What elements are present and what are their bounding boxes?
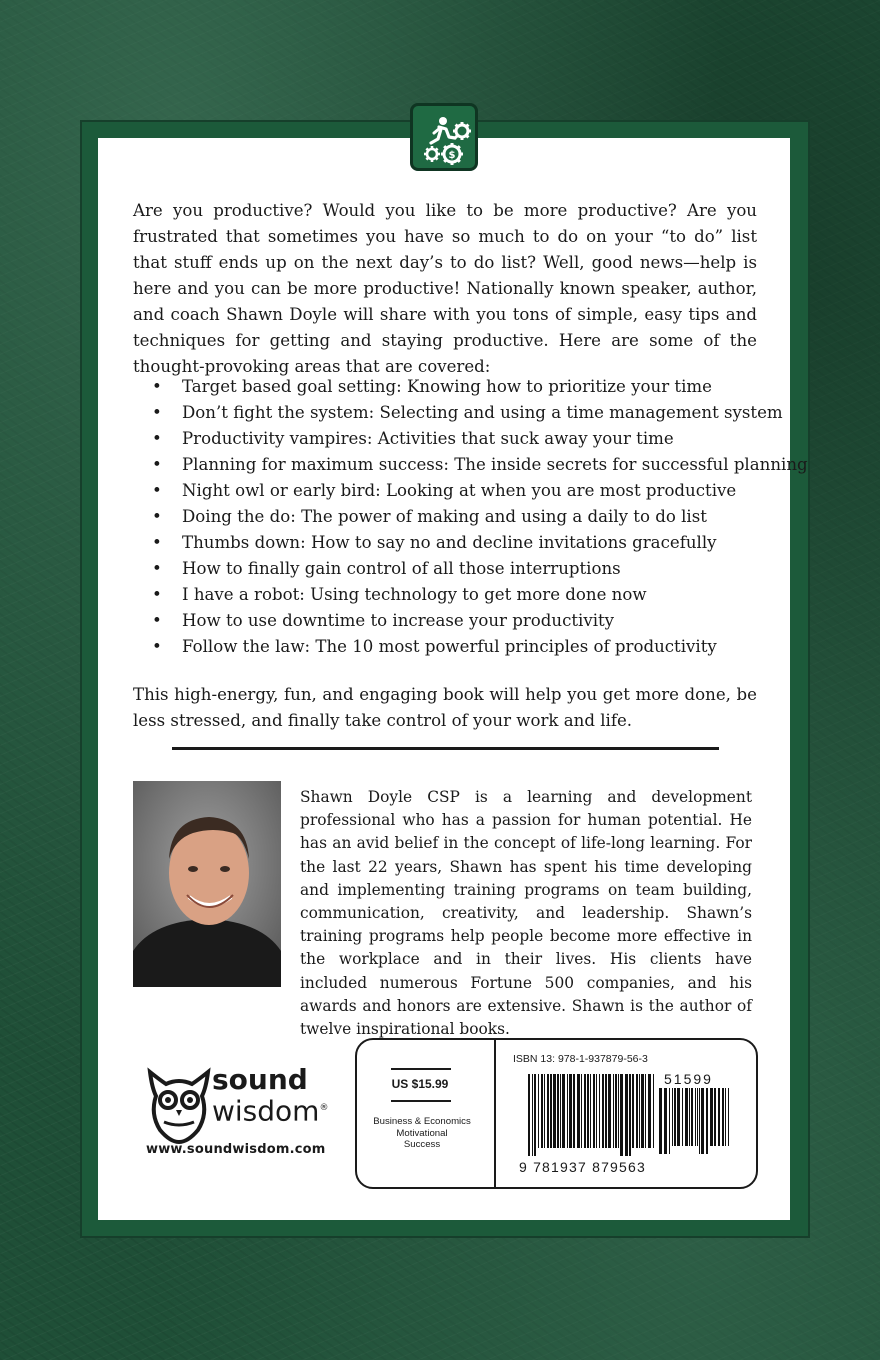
barcode-bar <box>618 1074 619 1148</box>
barcode-bar <box>605 1074 607 1148</box>
barcode-bar <box>710 1088 713 1146</box>
barcode-bar <box>532 1074 533 1156</box>
barcode-bar <box>569 1074 572 1148</box>
barcode-bar <box>695 1088 696 1146</box>
list-item: • I have a robot: Using technology to get more done now <box>152 582 772 608</box>
publisher-url: www.soundwisdom.com <box>146 1142 326 1157</box>
publisher-logo <box>140 1062 340 1162</box>
barcode-bar <box>677 1088 680 1146</box>
barcode-bar <box>689 1088 690 1146</box>
owl-icon <box>146 1066 212 1144</box>
barcode-bar <box>645 1074 646 1148</box>
barcode-bar <box>602 1074 604 1148</box>
barcode-bar <box>567 1074 568 1148</box>
topics-list <box>152 374 808 660</box>
barcode-bar <box>577 1074 580 1148</box>
barcode-bar <box>641 1074 644 1148</box>
section-divider <box>172 747 719 750</box>
publisher-name-line1: sound <box>212 1063 308 1096</box>
barcode-bar <box>584 1074 586 1148</box>
barcode-bar <box>636 1074 638 1148</box>
barcode-bar <box>547 1074 549 1148</box>
list-item: • Don’t fight the system: Selecting and using a time management system <box>152 400 772 426</box>
barcode-bar <box>728 1088 729 1146</box>
barcode-bar <box>615 1074 617 1148</box>
barcode-bar <box>613 1074 614 1148</box>
list-item: • Night owl or early bird: Looking at when you are most productive <box>152 478 772 504</box>
barcode-bar <box>608 1074 611 1148</box>
barcode-bar <box>718 1088 720 1146</box>
barcode-bar <box>538 1074 539 1148</box>
barcode-bar <box>691 1088 693 1146</box>
isbn-label: ISBN 13: 978-1-937879-56-3 <box>513 1053 648 1065</box>
barcode-bar <box>596 1074 597 1148</box>
barcode-bar <box>639 1074 640 1148</box>
svg-text:$: $ <box>448 150 456 161</box>
barcode-bar <box>599 1074 600 1148</box>
price-line-top <box>391 1068 451 1070</box>
intro-paragraph: Are you productive? Would you like to be more productive? Are you frustrated that sometimes you have so much to do on your “to do” list that stuff ends up on the next day’s to do list? Well, good news—help is here and you can be more productive! Nationally known speaker, author, and coach Shawn Doyle will share with you tons of simple, easy tips and techniques for getting and staying productive. Here are some of the thought-provoking areas that are covered: <box>133 201 757 376</box>
list-item: • Thumbs down: How to say no and decline invitations gracefully <box>152 530 772 556</box>
barcode-bar <box>534 1074 536 1156</box>
barcode-bar <box>553 1074 556 1148</box>
barcode-bar <box>669 1088 670 1154</box>
closing-paragraph: This high-energy, fun, and engaging book will help you get more done, be less stressed, and finally take control of your work and life. <box>133 685 757 730</box>
price-barcode-box <box>355 1038 758 1189</box>
barcode-bar <box>590 1074 591 1148</box>
category-list <box>365 1116 479 1151</box>
barcode-bar <box>706 1088 708 1154</box>
barcode-bar <box>699 1088 700 1154</box>
category-item: Motivational <box>396 1127 448 1139</box>
barcode-bar <box>659 1088 662 1154</box>
barcode-bar <box>632 1074 634 1148</box>
list-item: • How to use downtime to increase your productivity <box>152 608 772 634</box>
ean-digits: 9 781937 879563 <box>519 1159 646 1175</box>
author-bio: Shawn Doyle CSP is a learning and development professional who has a passion for human potential. He has an avid belief in the concept of life-long learning. For the last 22 years, Shawn has spent his time developing and implementing training programs on team building, communication, creativity, and leadership. Shawn’s training programs help people become more effective in the workplace and in their lives. His clients have included numerous Fortune 500 companies, and his awards and honors are extensive. Shawn is the author of twelve inspirational books. <box>300 788 752 1039</box>
ean-barcode <box>528 1074 654 1156</box>
barcode-bar <box>573 1074 575 1148</box>
addon-barcode <box>659 1088 729 1154</box>
list-item: • Planning for maximum success: The inside secrets for successful planning <box>152 452 772 478</box>
person-with-gears-dollar-icon <box>410 103 478 171</box>
list-item: • How to finally gain control of all those interruptions <box>152 556 772 582</box>
box-divider <box>494 1040 496 1187</box>
publisher-name-line2: wisdom® <box>212 1094 329 1128</box>
barcode-bar <box>653 1074 654 1148</box>
barcode-bar <box>648 1074 651 1148</box>
barcode-bar <box>587 1074 589 1148</box>
category-item: Business & Economics <box>373 1116 471 1127</box>
author-photo <box>133 781 281 987</box>
barcode-bar <box>620 1074 623 1156</box>
barcode-bar <box>664 1088 667 1154</box>
barcode-bar <box>682 1088 683 1146</box>
barcode-bar <box>629 1074 631 1156</box>
addon-digits: 51599 <box>664 1071 713 1087</box>
barcode-bar <box>528 1074 530 1156</box>
barcode-bar <box>560 1074 561 1148</box>
list-item: • Productivity vampires: Activities that suck away your time <box>152 426 772 452</box>
publisher-name <box>212 1063 342 1128</box>
barcode-bar <box>541 1074 543 1148</box>
barcode-bar <box>557 1074 559 1148</box>
price-line-bottom <box>391 1100 451 1102</box>
barcode-bar <box>593 1074 595 1148</box>
price-label: US $15.99 <box>391 1077 449 1091</box>
barcode-bar <box>714 1088 716 1146</box>
barcode-bar <box>562 1074 565 1148</box>
barcode-bar <box>544 1074 545 1148</box>
barcode-bar <box>625 1074 628 1156</box>
barcode-bar <box>550 1074 552 1148</box>
barcode-bar <box>672 1088 673 1146</box>
barcode-bar <box>685 1088 688 1146</box>
barcode-bar <box>725 1088 726 1146</box>
barcode-bar <box>697 1088 698 1146</box>
barcode-bar <box>674 1088 676 1146</box>
barcode-bar <box>581 1074 582 1148</box>
barcode-bar <box>701 1088 704 1154</box>
list-item: • Follow the law: The 10 most powerful principles of productivity <box>152 634 772 660</box>
barcode-bar <box>722 1088 724 1146</box>
list-item: • Target based goal setting: Knowing how to prioritize your time <box>152 374 772 400</box>
list-item: • Doing the do: The power of making and using a daily to do list <box>152 504 772 530</box>
category-item: Success <box>403 1139 441 1150</box>
